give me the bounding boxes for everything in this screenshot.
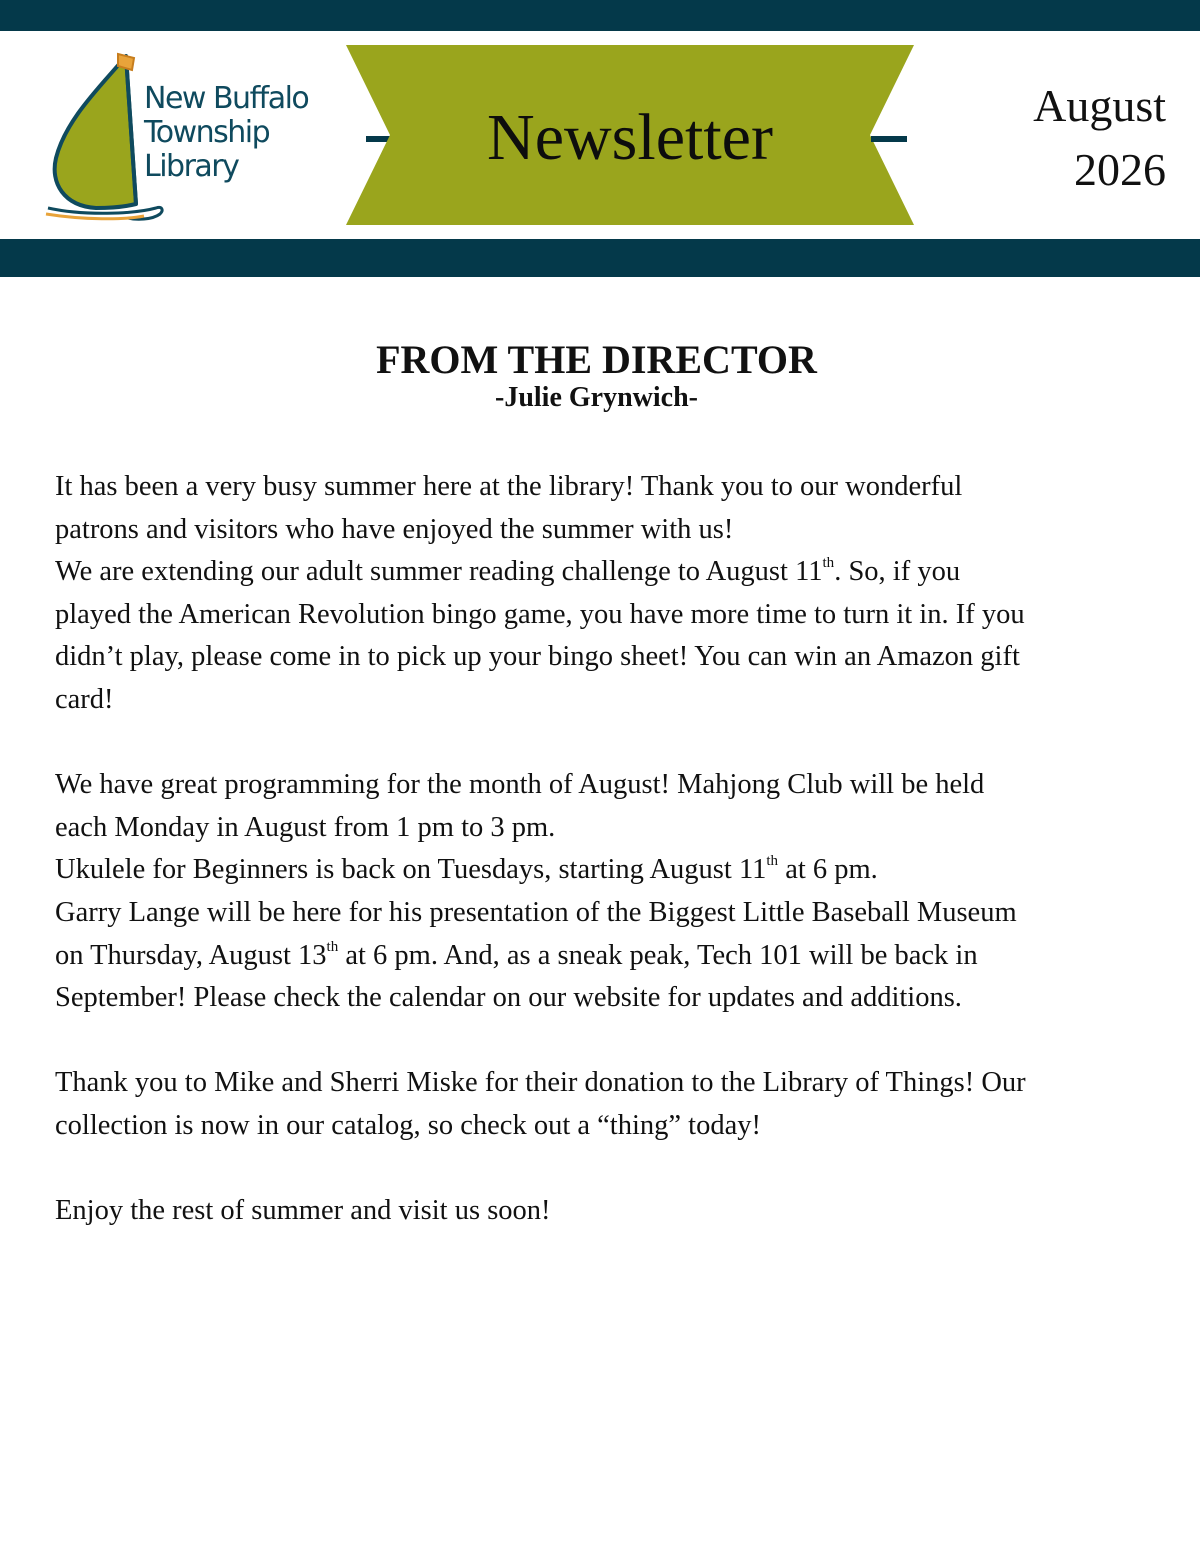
p1-line-5: didn’t play, please come in to pick up your bingo sheet! You can win an Amazon gift [55, 641, 1020, 673]
logo-line-1: New Buffalo [144, 81, 309, 116]
header-bottom-bar [0, 239, 1200, 277]
p1-line-3: We are extending our adult summer reading challenge to August 11th. So, if you [55, 555, 961, 588]
p3-line-2: collection is now in our catalog, so check out a “thing” today! [55, 1109, 761, 1141]
p2-line-3: Ukulele for Beginners is back on Tuesdays, starting August 11th at 6 pm. [55, 853, 878, 886]
issue-month: August [1033, 80, 1166, 131]
p2-line-2: each Monday in August from 1 pm to 3 pm. [55, 811, 556, 843]
logo-line-3: Library [144, 149, 239, 184]
paragraph-2 [55, 764, 1165, 1020]
library-logo [44, 48, 354, 228]
p2-line-4: Garry Lange will be here for his presentation of the Biggest Little Baseball Museum [55, 896, 1017, 928]
article-heading: FROM THE DIRECTOR [376, 337, 817, 382]
p2-line-6: September! Please check the calendar on our website for updates and additions. [55, 982, 962, 1014]
paragraph-4 [55, 1190, 1165, 1233]
issue-year: 2026 [1074, 144, 1166, 195]
logo-line-2: Township [144, 115, 270, 150]
banner-title: Newsletter [487, 101, 773, 174]
logo-wordmark [144, 82, 308, 184]
paragraph-1 [55, 466, 1165, 722]
p1-line-6: card! [55, 683, 114, 715]
header-top-bar [0, 0, 1200, 31]
p4-line-1: Enjoy the rest of summer and visit us soon! [55, 1195, 551, 1227]
newsletter-banner [346, 45, 914, 225]
p1-line-4: played the American Revolution bingo game, you have more time to turn it in. If you [55, 598, 1025, 630]
p1-line-2: patrons and visitors who have enjoyed the summer with us! [55, 513, 734, 545]
banner-right-dash [871, 136, 907, 142]
p1-line-1: It has been a very busy summer here at the library! Thank you to our wonderful [55, 471, 963, 502]
issue-date [1033, 74, 1166, 202]
paragraph-3 [55, 1062, 1165, 1147]
p2-line-1: We have great programming for the month of August! Mahjong Club will be held [55, 769, 985, 801]
article-body [55, 466, 1165, 1275]
p3-line-1: Thank you to Mike and Sherri Miske for their donation to the Library of Things! Our [55, 1067, 1026, 1099]
article-byline: -Julie Grynwich- [495, 382, 698, 413]
p2-line-5: on Thursday, August 13th at 6 pm. And, as a sneak peak, Tech 101 will be back in [55, 938, 978, 971]
